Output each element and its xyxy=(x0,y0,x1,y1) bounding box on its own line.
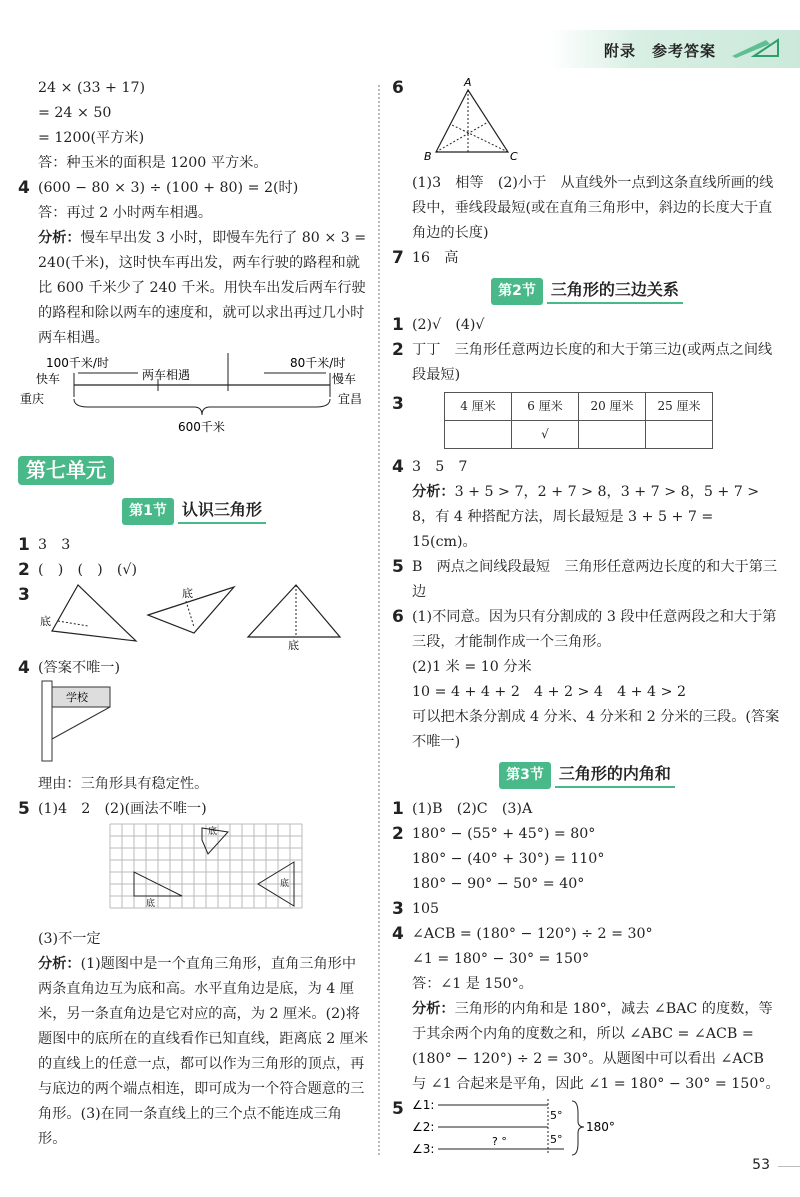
s2-question-6: 6 (1)不同意。因为只有分割成的 3 段中任意两段之和大于第三段，才能制作成一个三角形。 (2)1 米 = 10 分米 10 = 4 + 4 + 2 4 + 2 > 4 4 + 4 > 2 可以把木条分割成 4 分米、4 分米和 2 分米的三段。(答案不唯一) xyxy=(392,607,780,750)
section-2-heading: 第2节 三角形的三边关系 xyxy=(392,277,782,305)
triangle-abc-figure xyxy=(416,76,536,162)
s2-question-5: 5 B 两点之间线段最短 三角形任意两边长度的和大于第三边 xyxy=(392,557,778,600)
travel-diagram xyxy=(18,353,363,437)
base-label: 底 xyxy=(40,615,51,628)
triangles-figure xyxy=(38,583,358,652)
s1-question-2: 2 ( ) ( ) (√) xyxy=(18,560,138,580)
fast-car-label: 快车 xyxy=(36,372,61,386)
answer: 答：再过 2 小时两车相遇。 xyxy=(38,205,213,221)
speed-fast-label: 100千米/时 xyxy=(46,356,109,370)
section-title: 认识三角形 xyxy=(178,497,266,524)
s3-question-3: 3 105 xyxy=(392,899,440,919)
svg-text:180°: 180° xyxy=(586,1120,615,1134)
s3-question-5: 5 ∠1: ∠2: ∠3: 5° 5° ? ° 180° xyxy=(392,1097,782,1168)
svg-text:∠1:: ∠1: xyxy=(412,1098,435,1112)
base-label: 底 xyxy=(288,639,299,652)
question-7: 7 16 高 xyxy=(392,248,459,268)
s2-question-3: 3 4 厘米 6 厘米 20 厘米 25 厘米 √ xyxy=(392,392,782,449)
page-line xyxy=(778,1166,800,1167)
analysis: 分析：3 + 5 > 7，2 + 7 > 8，3 + 7 > 8，5 + 7 > 8，有 4 种搭配方法，周长最短是 3 + 5 + 7 = 15(cm)。 xyxy=(412,484,760,550)
city-right-label: 宜昌 xyxy=(338,392,363,406)
text-line: 答：种玉米的面积是 1200 平方米。 xyxy=(38,155,268,171)
analysis: 分析：(1)题图中是一个直角三角形，直角三角形中两条直角边互为底和高。水平直角边是底，为 4 厘米，另一条直角边是它对应的高，为 2 厘米。(2)将题图中的底所在的直线看作已知直线，距离底 2 厘米的直线上的任意一点，都可以作为三角形的顶点，再与底边的两个端点相连，即可成为一个符合题意的三角形。(3)在同一条直线上的三个点不能连成三角形。 xyxy=(38,956,369,1147)
s3-question-4: 4 ∠ACB = (180° − 120°) ÷ 2 = 30° ∠1 = 180° − 30° = 150° 答：∠1 是 150°。 分析：三角形的内角和是 180°，减去 ∠BAC 的度数，等于其余两个内角的度数之和，所以 ∠ABC = ∠ACB = (180° − 120°) ÷ 2 = 30°。从题图中可以看出 ∠ACB 与 ∠1 合起来是平角，因此 ∠1 = 180° − 30° = 150°。 xyxy=(392,922,782,1097)
formula: (600 − 80 × 3) ÷ (100 + 80) = 2(时) xyxy=(38,180,299,196)
s2-question-2: 2 丁丁 三角形任意两边长度的和大于第三边(或两点之间线段最短) xyxy=(392,340,773,383)
grid-base-label: 底 xyxy=(208,827,218,837)
s3-question-1: 1 (1)B (2)C (3)A xyxy=(392,799,533,819)
s1-question-3: 3 底 底 底 xyxy=(18,583,370,656)
meet-label: 两车相遇 xyxy=(142,368,191,382)
reason: 理由：三角形具有稳定性。 xyxy=(38,776,209,792)
s1-question-4: 4 (答案不唯一) 学校 理由：三角形具有稳定性。 xyxy=(18,656,370,797)
s3-question-2: 2 180° − (55° + 45°) = 80° 180° − (40° + 30°) = 110° 180° − 90° − 50° = 40° xyxy=(392,824,605,892)
school-sign-figure xyxy=(38,681,118,763)
sign-label: 学校 xyxy=(66,691,88,704)
section-1-heading xyxy=(18,497,370,525)
angle-bar-diagram xyxy=(412,1097,632,1159)
right-column xyxy=(392,76,782,1168)
header-title: 附录 参考答案 xyxy=(603,42,716,60)
svg-text:? °: ? ° xyxy=(492,1135,507,1148)
distance-brace xyxy=(74,399,330,415)
unit-title: 第七单元 xyxy=(18,456,114,485)
page-number: 53 xyxy=(752,1157,770,1173)
pen-ruler-icon xyxy=(726,36,782,60)
city-left-label: 重庆 xyxy=(20,392,45,406)
grid-base-label: 底 xyxy=(280,879,290,889)
text-line: 24 × (33 + 17) xyxy=(38,80,146,96)
s1-question-1: 1 3 3 xyxy=(18,535,71,555)
vertex-c: C xyxy=(510,150,518,163)
continuation-block xyxy=(18,76,370,176)
vertex-b: B xyxy=(424,150,432,163)
text-line: = 24 × 50 xyxy=(38,105,112,121)
analysis: 分析：三角形的内角和是 180°，减去 ∠BAC 的度数，等于其余两个内角的度数之和，所以 ∠ABC = ∠ACB = (180° − 120°) ÷ 2 = 30°。从题图中可以看出 ∠ACB 与 ∠1 合起来是平角，因此 ∠1 = 180° − 30° = 150°。 xyxy=(412,1001,780,1092)
analysis: 分析：慢车早出发 3 小时，即慢车先行了 80 × 3 = 240(千米)，这时快车再出发，两车行驶的路程和就比 600 千米少了 240 千米。用快车出发后两车行驶的路程和除以两车的速度和，就可以求出再过几小时两车相遇。 xyxy=(38,230,367,346)
length-table: 4 厘米 6 厘米 20 厘米 25 厘米 √ xyxy=(444,392,713,449)
svg-text:∠3:: ∠3: xyxy=(412,1142,435,1156)
question-6: 6 A B C (1)3 相等 (2)小于 从直线外一点到这条直线所画的线段中，垂线段最短(或在直角三角形中，斜边的长度大于直角边的长度) xyxy=(392,76,774,241)
question-number: 4 xyxy=(18,178,30,198)
svg-text:5°: 5° xyxy=(550,1109,563,1122)
svg-text:5°: 5° xyxy=(550,1133,563,1146)
s1-question-5: 5 (1)4 2 (2)(画法不唯一) 底 底 底 (3)不一定 分析：(1)题图中是一个直角三角形，直角三角形中两条直角边互为底和高。水平直角边是底，为 4 厘米，另一条直角边是它对应的高，为 2 厘米。(2)将题图中的底所在的直线看作已知直线，距离底 2 厘米的直线上的任意一点，都可以作为三角形的顶点，再与底边的两个端点相连，即可成为一个符合题意的三角形。(3)在同一条直线上的三个点不能连成三角形。 xyxy=(18,797,370,1152)
grid-figure xyxy=(108,822,308,918)
section-3-heading: 第3节 三角形的内角和 xyxy=(392,761,782,789)
svg-text:∠2:: ∠2: xyxy=(412,1120,435,1134)
speed-slow-label: 80千米/时 xyxy=(290,356,346,370)
base-label: 底 xyxy=(182,587,193,600)
column-divider xyxy=(378,85,380,1155)
vertex-a: A xyxy=(464,76,472,89)
text-line: = 1200(平方米) xyxy=(38,130,145,146)
section-tag: 第1节 xyxy=(122,498,174,525)
s2-question-4: 4 3 5 7 分析：3 + 5 > 7，2 + 7 > 8，3 + 7 > 8，5 + 7 > 8，有 4 种搭配方法，周长最短是 3 + 5 + 7 = 15(cm)。 xyxy=(392,455,782,555)
question-4 xyxy=(18,176,370,351)
left-column xyxy=(18,76,370,1152)
note: (答案不唯一) xyxy=(38,660,121,676)
distance-label: 600千米 xyxy=(178,420,225,434)
s2-question-1: 1 (2)√ (4)√ xyxy=(392,315,485,335)
grid-base-label: 底 xyxy=(146,899,156,909)
slow-car-label: 慢车 xyxy=(332,372,357,386)
